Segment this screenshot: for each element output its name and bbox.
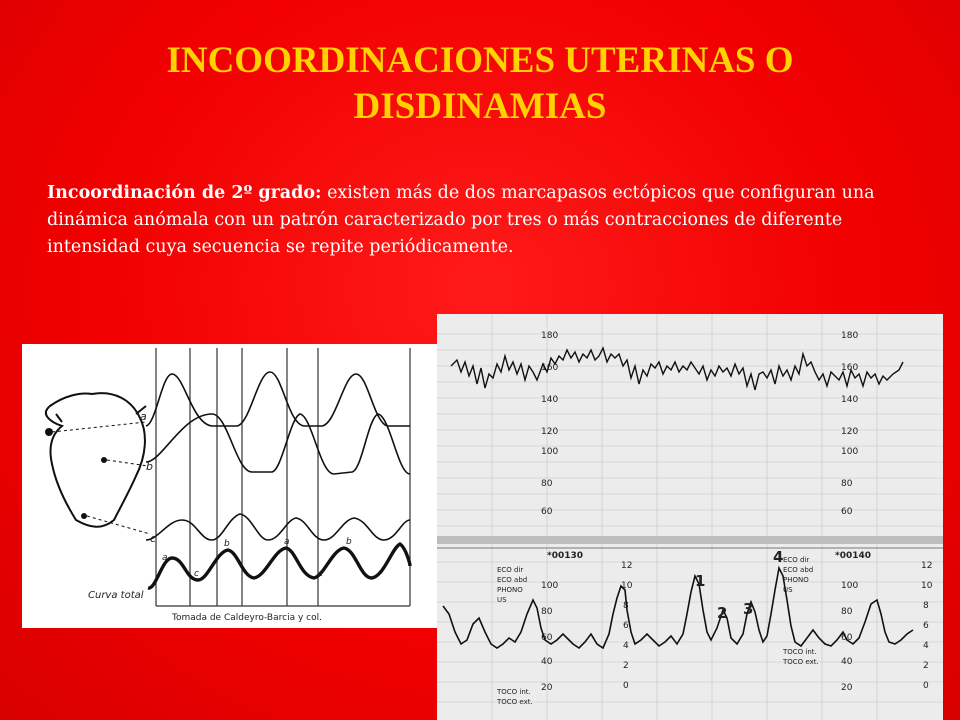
curve-label-a: a [140,410,147,423]
contraction-number-1: 1 [695,572,706,590]
toco-scale-60: 60 [541,633,553,643]
fhr-scale-180: 180 [541,331,559,341]
ctg-svg [437,314,943,720]
fhr-scale-80: 80 [541,479,553,489]
pacemaker-figure-svg [22,344,442,628]
tone-scale-r-4: 4 [923,641,929,651]
slide-title-line-1: INCOORDINACIONES UTERINAS O [166,40,794,81]
paragraph-lead: Incoordinación de 2º grado: [47,183,322,203]
toco-scale-100: 100 [541,581,559,591]
slide-title [0,38,960,130]
curve-a [146,372,410,426]
contraction-number-3: 3 [743,600,754,618]
legend-right-1: ECO dir [783,556,810,564]
peak-label-2: c [194,569,199,579]
pacemaker-c-dot [81,513,87,519]
uterine-pacemaker-figure [22,344,442,628]
fhr-scale-r-140: 140 [841,395,859,405]
toco-scale-80: 80 [541,607,553,617]
curve-c [146,514,410,540]
tone-scale-r-8: 8 [923,601,929,611]
toco-left-2: TOCO ext. [497,698,533,706]
fhr-scale-160: 160 [541,363,559,373]
toco-scale-r-20: 20 [841,683,853,693]
tone-scale-r-0: 0 [923,681,929,691]
fhr-scale-100: 100 [541,447,559,457]
tone-scale-2: 2 [623,661,629,671]
curve-label-b: b [146,460,153,473]
peak-label-4: a [284,537,290,547]
toco-left-1: TOCO int. [497,688,531,696]
ctg-header-left: *00130 [547,551,584,561]
legend-right-3: PHONO [783,576,809,584]
legend-right-4: US [783,586,793,594]
total-curve-label: Curva total [88,590,144,601]
fhr-scale-140: 140 [541,395,559,405]
toco-right-1: TOCO int. [783,648,817,656]
curve-b [146,414,410,474]
toco-scale-r-60: 60 [841,633,853,643]
tone-scale-6: 6 [623,621,629,631]
cardiotocograph-figure [437,314,943,720]
toco-scale-r-40: 40 [841,657,853,667]
toco-scale-40: 40 [541,657,553,667]
tone-scale-r-12: 12 [921,561,933,571]
toco-scale-20: 20 [541,683,553,693]
contraction-number-4: 4 [773,548,784,566]
toco-right-2: TOCO ext. [783,658,819,666]
tone-scale-r-10: 10 [921,581,933,591]
legend-right-2: ECO abd [783,566,814,574]
fhr-scale-60: 60 [541,507,553,517]
pacemaker-a-dot [45,428,53,436]
fhr-scale-r-180: 180 [841,331,859,341]
curve-total [148,544,410,588]
peak-label-5: c [318,569,323,579]
uterus-outline [46,393,145,527]
tone-scale-r-6: 6 [923,621,929,631]
figure-caption: Tomada de Caldeyro-Barcia y col. [172,613,322,623]
fhr-scale-r-120: 120 [841,427,859,437]
peak-label-6: b [346,537,352,547]
fhr-scale-120: 120 [541,427,559,437]
ctg-header-right: *00140 [835,551,872,561]
slide-paragraph [47,180,907,261]
legend-left-3: PHONO [497,586,523,594]
tone-scale-10: 10 [621,581,633,591]
legend-left-2: ECO abd [497,576,528,584]
tone-scale-0: 0 [623,681,629,691]
toco-scale-r-100: 100 [841,581,859,591]
contraction-number-2: 2 [717,604,728,622]
tone-scale-8: 8 [623,601,629,611]
toco-scale-r-80: 80 [841,607,853,617]
tone-scale-4: 4 [623,641,629,651]
figure-grid [156,348,410,606]
slide-title-line-2: DISDINAMIAS [353,86,607,127]
peak-label-3: b [224,539,230,549]
paragraph-body: existen más de dos marcapasos ectópicos que configuran una dinámica anómala con un patrón caracterizado por tres o más contracciones de diferente intensidad cuya secuencia se repite periódicamente. [47,183,875,257]
fhr-scale-r-100: 100 [841,447,859,457]
fhr-scale-r-160: 160 [841,363,859,373]
legend-left-1: ECO dir [497,566,524,574]
peak-label-1: a [162,553,168,563]
pacemaker-b-dot [101,457,107,463]
fhr-scale-r-80: 80 [841,479,853,489]
legend-left-4: US [497,596,507,604]
tone-scale-r-2: 2 [923,661,929,671]
tone-scale-12: 12 [621,561,633,571]
curve-label-c: c [150,532,157,545]
fhr-scale-r-60: 60 [841,507,853,517]
